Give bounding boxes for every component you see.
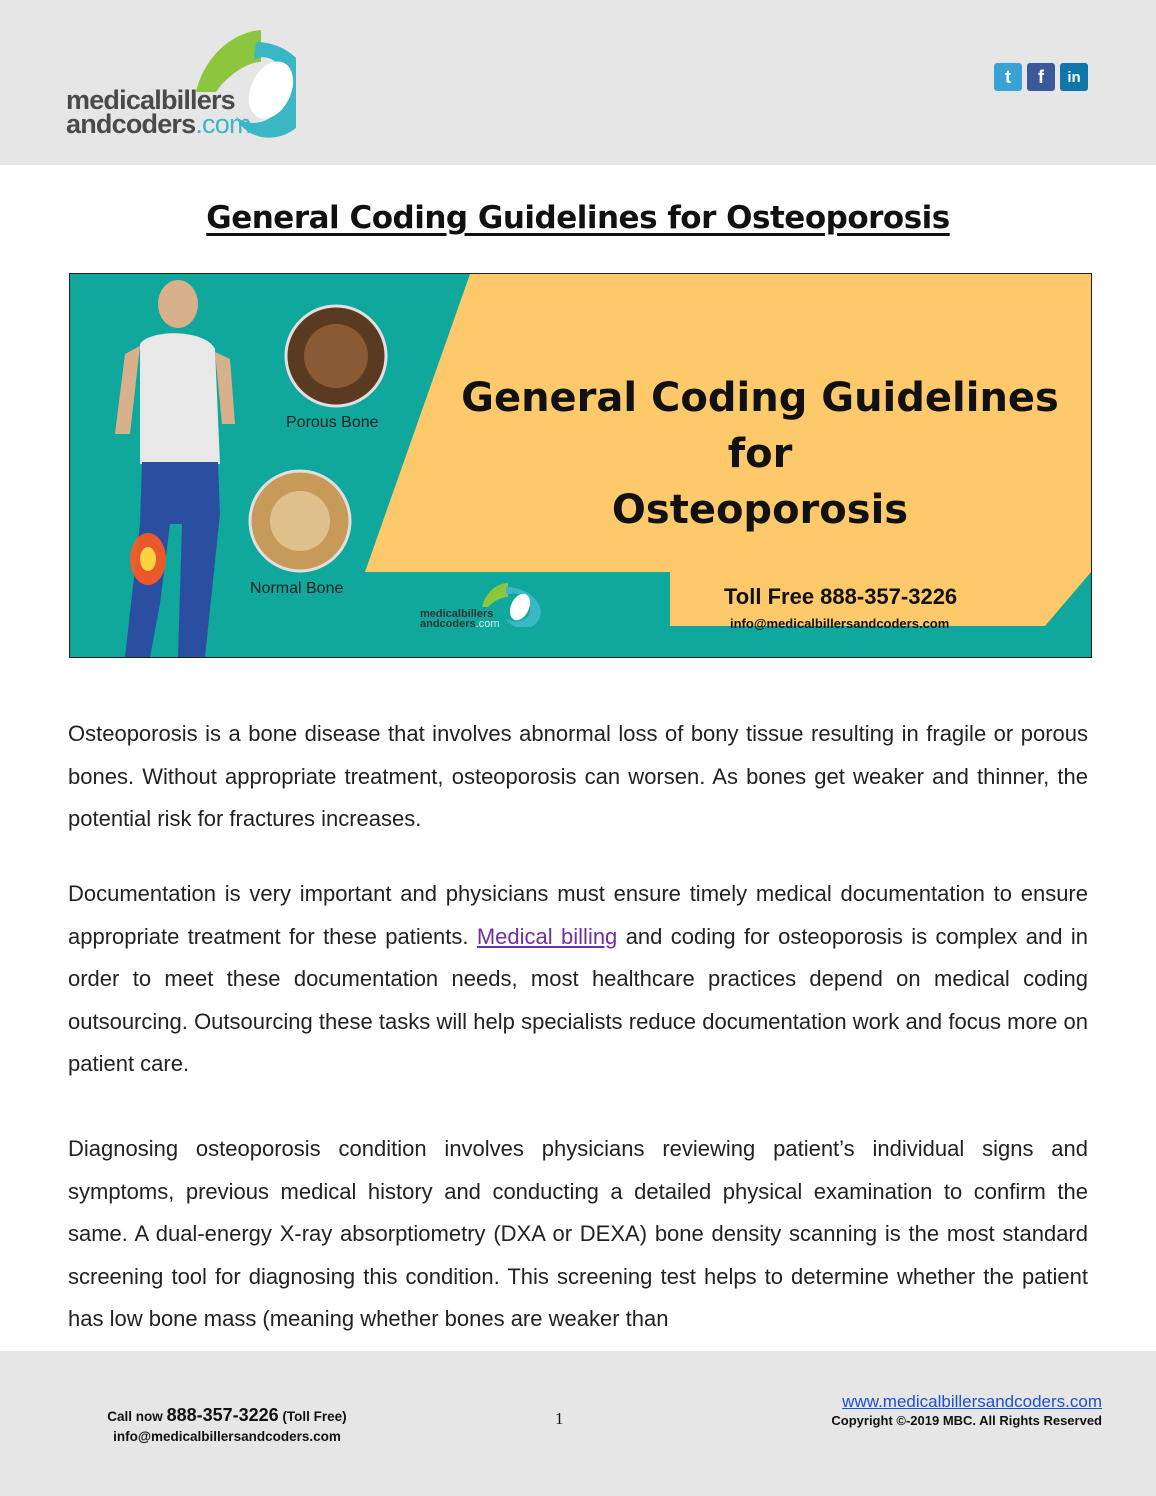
twitter-icon[interactable]: t bbox=[994, 63, 1022, 91]
company-logo[interactable] bbox=[66, 22, 336, 147]
normal-bone-label: Normal Bone bbox=[250, 580, 344, 597]
page-number: 1 bbox=[555, 1409, 564, 1428]
banner-toll-free: Toll Free 888-357-3226 bbox=[724, 584, 958, 609]
banner-logo-text: medicalbillers andcoders.com bbox=[420, 608, 500, 630]
page-header bbox=[0, 0, 1156, 165]
footer-website-block bbox=[831, 1391, 1102, 1429]
page-title: General Coding Guidelines for Osteoporosis bbox=[206, 200, 950, 236]
porous-bone-label: Porous Bone bbox=[286, 414, 379, 431]
linkedin-icon[interactable]: in bbox=[1060, 63, 1088, 91]
paragraph-documentation: Documentation is very important and physicians must ensure timely medical documentation to ensure appropriate treatment for these patients. Medical billing and coding for osteoporosis is complex and in order to meet these documentation needs, most healthcare practices depend on medical coding outsourcing. Outsourcing these tasks will help specialists reduce documentation work and focus more on patient care. bbox=[68, 881, 1089, 1076]
hero-banner bbox=[69, 273, 1092, 658]
facebook-icon[interactable]: f bbox=[1027, 63, 1055, 91]
banner-title: General Coding Guidelines for Osteoporosis bbox=[461, 375, 1059, 533]
social-links bbox=[994, 63, 1088, 91]
paragraph-diagnosis: Diagnosing osteoporosis condition involves physicians reviewing patient’s individual signs and symptoms, previous medical history and conducting a detailed physical examination to confirm the same. A dual-energy X-ray absorptiometry (DXA or DEXA) bone density scanning is the most standard screening tool for diagnosing this condition. This screening test helps to determine whether the patient has low bone mass (meaning whether bones are weaker than bbox=[68, 1136, 1088, 1331]
paragraph-intro: Osteoporosis is a bone disease that involves abnormal loss of bony tissue resulting in fragile or porous bones. Without appropriate treatment, osteoporosis can worsen. As bones get weaker and thinner, the potential risk for fractures increases. bbox=[68, 721, 1088, 831]
footer-contact: Call now 888-357-3226 (Toll Free) info@medicalbillersandcoders.com bbox=[92, 1405, 362, 1447]
logo-text: medicalbillers andcoders.com bbox=[66, 85, 251, 139]
banner-logo bbox=[420, 577, 560, 632]
footer-email[interactable]: info@medicalbillersandcoders.com bbox=[113, 1429, 341, 1444]
page-footer bbox=[0, 1351, 1156, 1496]
medical-billing-link[interactable]: Medical billing bbox=[476, 923, 618, 949]
footer-phone[interactable]: 888-357-3226 bbox=[166, 1405, 279, 1425]
copyright: Copyright ©-2019 MBC. All Rights Reserved bbox=[831, 1413, 1102, 1428]
website-link[interactable]: www.medicalbillersandcoders.com bbox=[842, 1392, 1102, 1411]
banner-email: info@medicalbillersandcoders.com bbox=[730, 616, 950, 631]
